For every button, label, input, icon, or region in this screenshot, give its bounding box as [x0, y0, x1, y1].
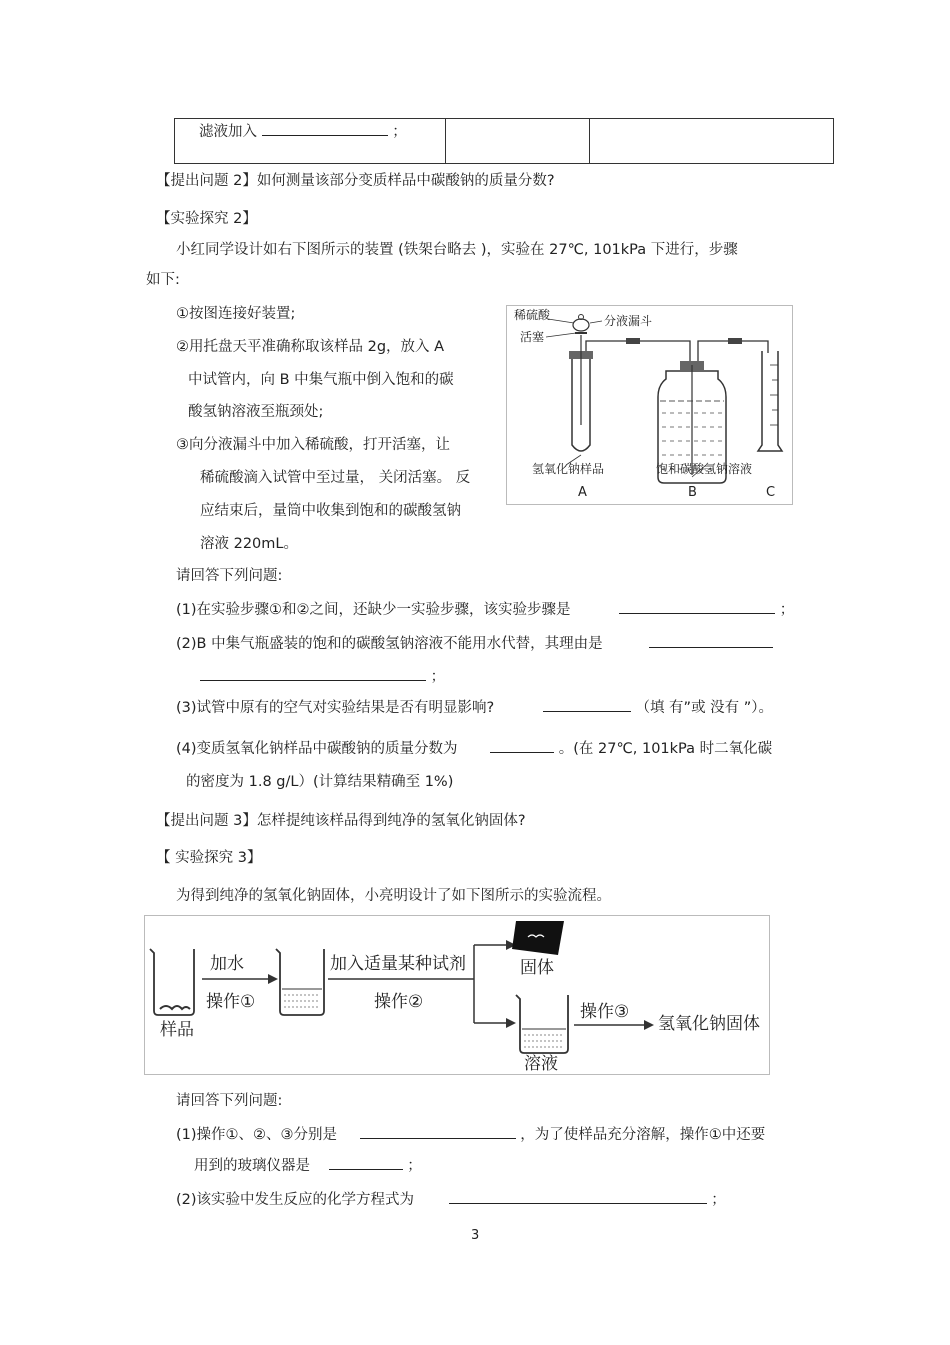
label-acid: 稀硫酸 [514, 308, 551, 322]
label-a: A [578, 485, 587, 500]
intro-line: 为得到纯净的氢氧化钠固体，小亮明设计了如下图所示的实验流程。 [176, 888, 611, 904]
question-text: 。(在 27℃, 101kPa 时二氧化碳 [558, 741, 773, 757]
step-text: ②用托盘天平准确称取该样品 2g，放入 A [176, 339, 445, 355]
question-text: (2)B 中集气瓶盛装的饱和的碳酸氢钠溶液不能用水代替，其理由是 [176, 636, 603, 652]
prompt-text: 请回答下列问题: [176, 1093, 283, 1109]
intro-line: 小红同学设计如右下图所示的装置 (铁架台略去 )，实验在 27℃, 101kPa 下进行，步骤 [176, 242, 738, 258]
question-2 [176, 633, 773, 654]
section-explore-2: 【实验探究 2】 [156, 211, 257, 227]
question-1 [176, 599, 794, 620]
punctuation: ； [430, 669, 446, 685]
answer-blank[interactable] [360, 1124, 516, 1139]
prompt-text: 请回答下列问题: [176, 568, 283, 584]
page-number: 3 [471, 1228, 480, 1243]
step-text: ③向分液漏斗中加入稀硫酸，打开活塞，让 [176, 437, 450, 453]
section-title-q3: 【提出问题 3】怎样提纯该样品得到纯净的氢氧化钠固体? [156, 813, 526, 829]
question-text: (1)在实验步骤①和②之间，还缺少一实验步骤，该实验步骤是 [176, 602, 571, 618]
punctuation: ； [779, 602, 795, 618]
answer-blank[interactable] [449, 1189, 707, 1204]
question-text: (1)操作①、②、③分别是 [176, 1127, 338, 1143]
answer-blank[interactable] [490, 738, 554, 753]
label-b: B [688, 485, 697, 500]
label-solution: 饱和碳酸氢钠溶液 [656, 462, 753, 476]
label-funnel: 分液漏斗 [604, 314, 653, 328]
question-3-1-line2 [194, 1155, 422, 1176]
question-text: （填 有”或 没有 ”）。 [635, 700, 774, 716]
question-4-line2: 的密度为 1.8 g/L）(计算结果精确至 1%) [186, 774, 454, 790]
answer-blank[interactable] [543, 697, 631, 712]
flow-product-label: 氢氧化钠固体 [658, 1014, 760, 1034]
flow-diagram [144, 915, 770, 1075]
answer-blank[interactable] [619, 599, 775, 614]
flow-op3-label: 操作③ [580, 1002, 630, 1022]
table-cell [175, 119, 446, 164]
flow-solution-label: 溶液 [524, 1054, 558, 1074]
table-cell [590, 119, 834, 164]
question-text: (4)变质氢氧化钠样品中碳酸钠的质量分数为 [176, 741, 458, 757]
table-cell [446, 119, 590, 164]
answer-blank[interactable] [262, 121, 388, 136]
step-text: 溶液 220mL。 [200, 536, 298, 552]
step-text: 酸氢钠溶液至瓶颈处; [188, 404, 324, 420]
answer-blank[interactable] [329, 1155, 403, 1170]
step-text: 中试管内，向 B 中集气瓶中倒入饱和的碳 [188, 372, 454, 388]
step-text: 应结束后，量筒中收集到饱和的碳酸氢钠 [200, 503, 461, 519]
step-text: ①按图连接好装置; [176, 306, 296, 322]
question-text: (2)该实验中发生反应的化学方程式为 [176, 1192, 415, 1208]
answer-table [174, 118, 834, 164]
flow-solid-label: 固体 [520, 958, 554, 978]
flow-op1-label: 操作① [206, 992, 256, 1012]
apparatus-figure [506, 305, 793, 505]
answer-blank[interactable] [200, 666, 426, 681]
question-text: 用到的玻璃仪器是 [194, 1158, 310, 1174]
flow-add-water-label: 加水 [210, 954, 244, 974]
question-3-2 [176, 1189, 726, 1210]
question-2-line2 [200, 666, 445, 687]
label-sample: 氢氧化钠样品 [532, 462, 605, 476]
punctuation: ； [392, 124, 407, 140]
question-3 [176, 697, 773, 718]
table-cell-text: 滤液加入 [199, 124, 257, 140]
flow-op2-label: 操作② [374, 992, 424, 1012]
question-text: (3)试管中原有的空气对实验结果是否有明显影响? [176, 700, 495, 716]
intro-line: 如下: [146, 272, 180, 288]
punctuation: ； [407, 1158, 422, 1174]
step-text: 稀硫酸滴入试管中至过量， 关闭活塞。 反 [200, 470, 471, 486]
answer-blank[interactable] [649, 633, 773, 648]
punctuation: ； [711, 1192, 726, 1208]
question-3-1 [176, 1124, 765, 1145]
flow-add-reagent-label: 加入适量某种试剂 [330, 954, 466, 974]
section-title-q2: 【提出问题 2】如何测量该部分变质样品中碳酸钠的质量分数? [156, 173, 555, 189]
flow-sample-label: 样品 [160, 1020, 194, 1040]
section-explore-3: 【 实验探究 3】 [156, 850, 262, 866]
question-text: ，为了使样品充分溶解，操作①中还要 [520, 1127, 766, 1143]
label-stopcock: 活塞 [520, 330, 545, 344]
question-4 [176, 738, 772, 759]
label-c: C [766, 485, 776, 500]
